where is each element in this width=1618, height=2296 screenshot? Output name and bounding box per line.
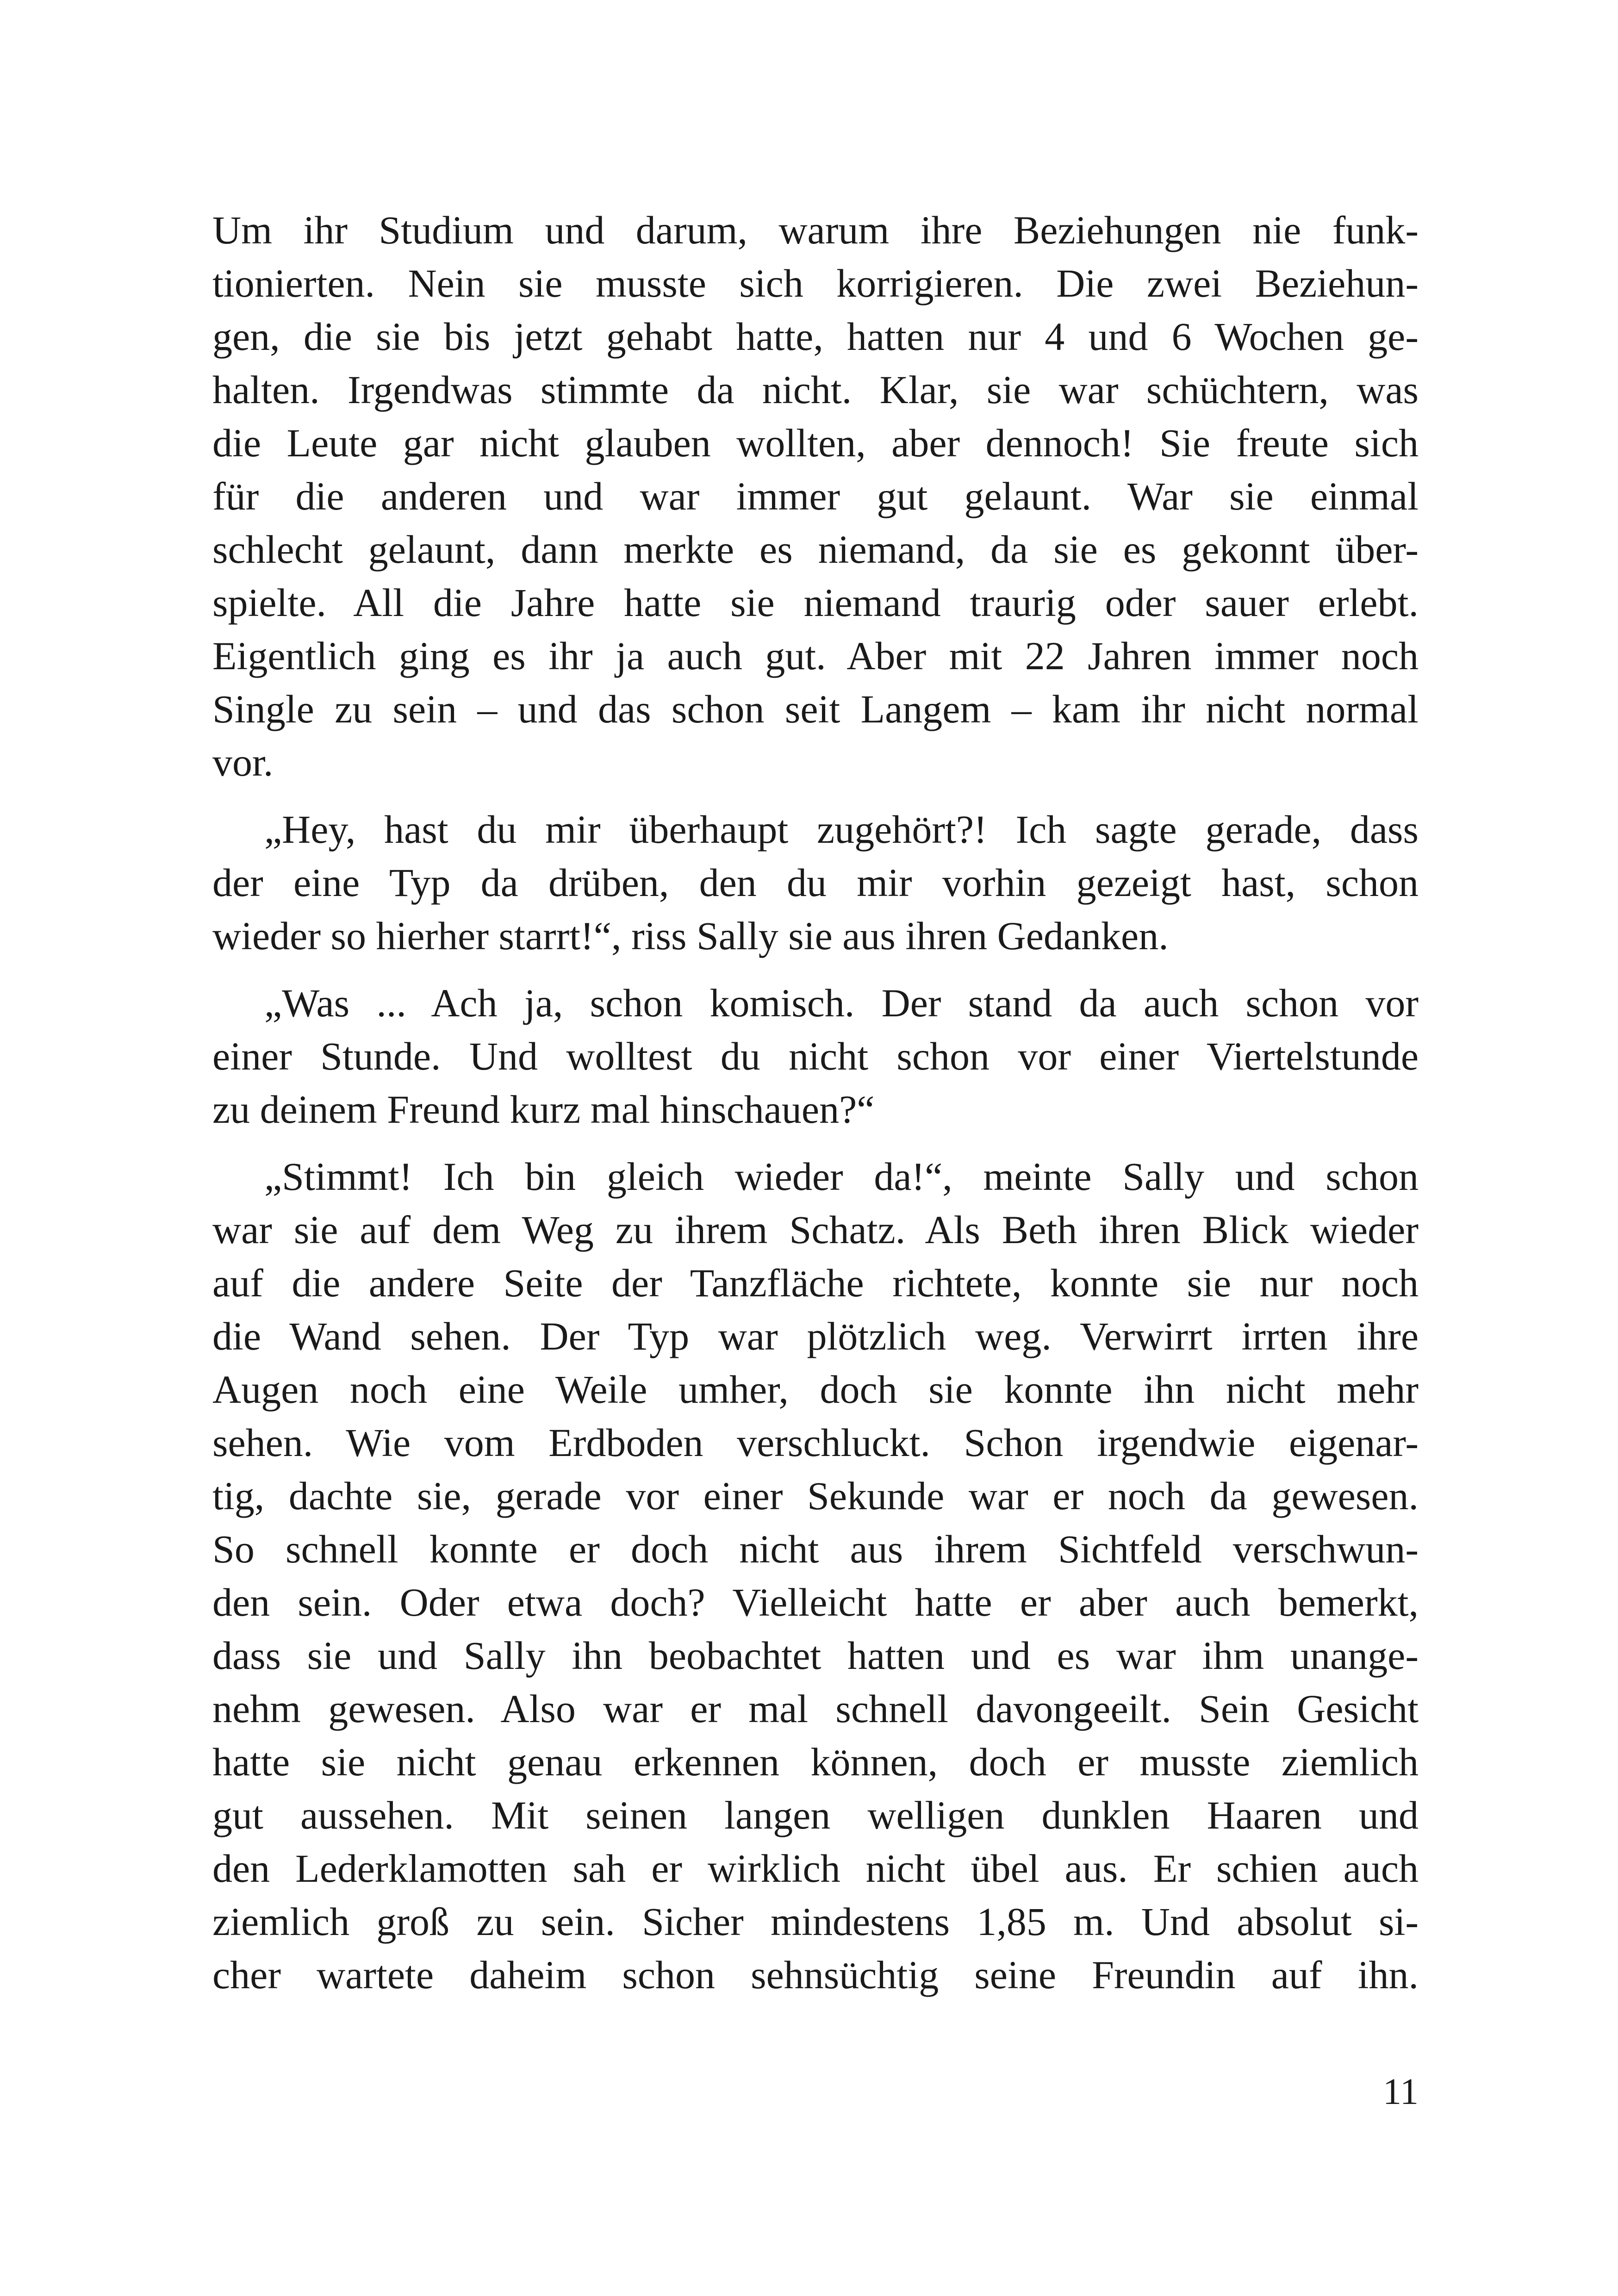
text-line: „Hey, hast du mir überhaupt zugehört?! Ich sagte gerade, dass [264, 807, 1419, 852]
text-line: die Wand sehen. Der Typ war plötzlich weg. Verwirrt irrten ihre [212, 1314, 1419, 1358]
text-line: zu deinem Freund kurz mal hinschauen?“ [212, 1087, 875, 1132]
text-line: spielte. All die Jahre hatte sie niemand traurig oder sauer erlebt. [212, 580, 1419, 625]
text-line: cher wartete daheim schon sehnsüchtig seine Freundin auf ihn. [212, 1953, 1419, 1997]
text-line: So schnell konnte er doch nicht aus ihrem Sichtfeld verschwun- [212, 1527, 1419, 1571]
text-line: gen, die sie bis jetzt gehabt hatte, hatten nur 4 und 6 Wochen ge- [212, 314, 1419, 359]
text-line: auf die andere Seite der Tanzfläche richtete, konnte sie nur noch [212, 1261, 1419, 1305]
text-line: für die anderen und war immer gut gelaunt. War sie einmal [212, 474, 1419, 518]
text-line: nehm gewesen. Also war er mal schnell davongeeilt. Sein Gesicht [212, 1686, 1419, 1731]
text-line: „Stimmt! Ich bin gleich wieder da!“, meinte Sally und schon [264, 1154, 1419, 1199]
text-line: dass sie und Sally ihn beobachtet hatten und es war ihm unange- [212, 1633, 1419, 1678]
body-text [212, 204, 1419, 2016]
text-line: einer Stunde. Und wolltest du nicht schon vor einer Viertelstunde [212, 1034, 1419, 1078]
text-line: der eine Typ da drüben, den du mir vorhin gezeigt hast, schon [212, 860, 1419, 905]
text-line: den sein. Oder etwa doch? Vielleicht hatte er aber auch bemerkt, [212, 1580, 1419, 1624]
text-line: halten. Irgendwas stimmte da nicht. Klar, sie war schüchtern, was [212, 367, 1419, 412]
text-line: sehen. Wie vom Erdboden verschluckt. Schon irgendwie eigenar- [212, 1420, 1419, 1465]
text-line: die Leute gar nicht glauben wollten, aber dennoch! Sie freute sich [212, 421, 1419, 465]
text-line: Augen noch eine Weile umher, doch sie konnte ihn nicht mehr [212, 1367, 1419, 1412]
text-line: war sie auf dem Weg zu ihrem Schatz. Als Beth ihren Blick wieder [212, 1207, 1419, 1252]
paragraph [212, 1150, 1419, 2002]
text-line: Um ihr Studium und darum, warum ihre Beziehungen nie funk- [212, 208, 1419, 252]
page-number: 11 [1382, 2072, 1419, 2112]
text-line: Single zu sein – und das schon seit Langem – kam ihr nicht normal [212, 687, 1419, 731]
text-line: tionierten. Nein sie musste sich korrigieren. Die zwei Beziehun- [212, 261, 1419, 305]
text-line: Eigentlich ging es ihr ja auch gut. Aber mit 22 Jahren immer noch [212, 634, 1419, 678]
paragraph [212, 803, 1419, 963]
text-line: wieder so hierher starrt!“, riss Sally sie aus ihren Gedanken. [212, 914, 1169, 958]
text-line: den Lederklamotten sah er wirklich nicht übel aus. Er schien auch [212, 1846, 1419, 1891]
text-line: „Was ... Ach ja, schon komisch. Der stand da auch schon vor [264, 981, 1419, 1025]
text-line: vor. [212, 740, 274, 784]
text-line: hatte sie nicht genau erkennen können, doch er musste ziemlich [212, 1740, 1419, 1784]
paragraph [212, 204, 1419, 789]
paragraph [212, 977, 1419, 1136]
text-line: tig, dachte sie, gerade vor einer Sekunde war er noch da gewesen. [212, 1474, 1419, 1518]
text-line: gut aussehen. Mit seinen langen welligen dunklen Haaren und [212, 1793, 1419, 1837]
text-line: schlecht gelaunt, dann merkte es niemand, da sie es gekonnt über- [212, 527, 1419, 572]
text-line: ziemlich groß zu sein. Sicher mindestens 1,85 m. Und absolut si- [212, 1899, 1419, 1944]
